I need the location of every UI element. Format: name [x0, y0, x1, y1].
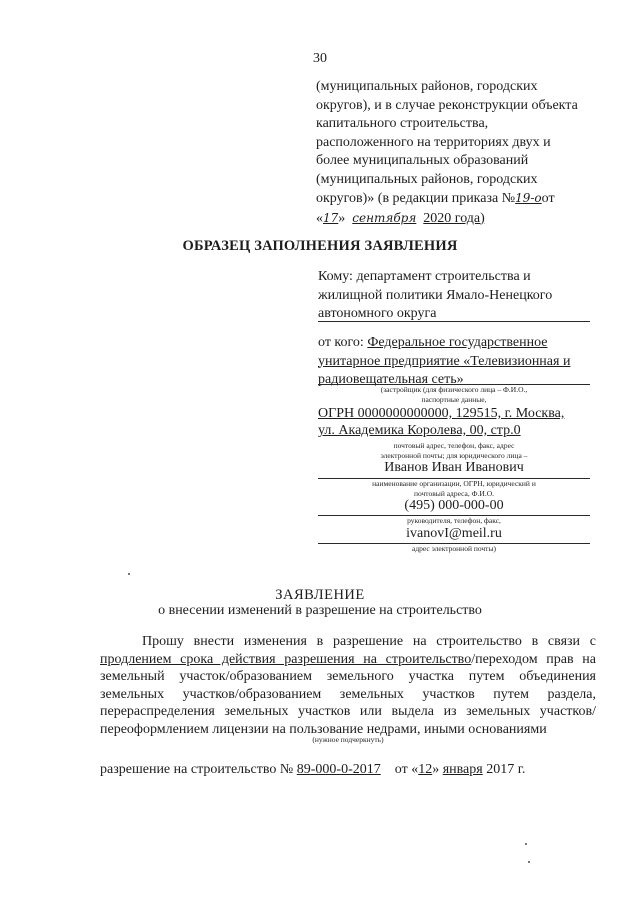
date-year: 2020 года) — [423, 210, 485, 226]
caption-head-phone: руководителя, телефон, факс, — [407, 516, 501, 525]
caption-passport: паспортные данные, — [421, 395, 487, 404]
underline-note: (нужное подчеркнуть) — [312, 735, 384, 744]
ogrn-line: ОГРН 0000000000000, 129515, г. Москва, — [318, 406, 565, 421]
date-close-quote: » — [338, 210, 346, 226]
recipient-line-1: Кому: департамент строительства и — [318, 269, 531, 284]
sender-prefix: от кого: — [318, 335, 368, 350]
sender-line-1 — [318, 334, 618, 353]
order-number-handwritten: 19-о — [515, 191, 542, 205]
form-title: ОБРАЗЕЦ ЗАПОЛНЕНИЯ ЗАЯВЛЕНИЯ — [182, 238, 458, 254]
body-paragraph — [100, 633, 596, 738]
caption-contacts: почтовый адрес, телефон, факс, адрес — [393, 441, 515, 450]
header-line-7 — [316, 189, 616, 209]
header-line-2: округов), и в случае реконструкции объекта — [316, 97, 578, 113]
header-line-6: (муниципальных районов, городских — [316, 171, 538, 187]
body-selected-reason: продлением срока действия разрешения на строительство — [100, 651, 472, 667]
permit-month: января — [442, 762, 483, 777]
email-address: ivanovI@meil.ru — [406, 526, 502, 541]
permit-year: 2017 г. — [486, 762, 526, 777]
permit-from: от — [394, 762, 408, 777]
page-number: 30 — [313, 51, 327, 66]
sender-org-line-1: Федеральное государственное — [367, 335, 548, 350]
caption-legal-entity: электронной почты; для юридического лица – — [380, 451, 528, 460]
scan-speck — [525, 843, 527, 845]
sender-block — [318, 334, 618, 390]
caption-org-name: наименование организации, ОГРН, юридический и — [372, 479, 536, 488]
header-line-1: (муниципальных районов, городских — [316, 79, 538, 94]
header-line-7-text: округов)» (в редакции приказа № — [316, 191, 516, 206]
header-line-3: капитального строительства, — [316, 116, 489, 131]
permit-number: 89-000-0-2017 — [296, 762, 381, 777]
header-line-5: более муниципальных образований — [316, 153, 529, 168]
scan-speck — [128, 573, 130, 575]
caption-addresses: почтовый адреса, Ф.И.О. — [413, 489, 495, 498]
sender-org-line-2: унитарное предприятие «Телевизионная и — [318, 353, 571, 369]
body-other-reasons: /переходом прав на земельный участок/образованием земельного участка путем объединения земельных участков/образованием земельных участков путем раздела, перераспределения земельных участков или выдела из земельных участков/ переоформлением лицензии на пользование недрами, иными основаниями — [100, 651, 596, 737]
permit-label: разрешение на строительство № — [100, 762, 294, 777]
statement-subtitle: о внесении изменений в разрешение на строительство — [158, 603, 482, 618]
sender-org-line-3: радиовещательная сеть» — [318, 372, 464, 387]
caption-email: адрес электронной почты) — [411, 544, 496, 553]
director-name: Иванов Иван Иванович — [384, 460, 524, 475]
date-month-handwritten: сентября — [352, 210, 417, 225]
recipient-line-3: автономного округа — [318, 306, 437, 321]
date-open-quote: « — [316, 210, 323, 226]
address-line: ул. Академика Королева, 00, стр.0 — [318, 423, 521, 438]
statement-body — [100, 633, 596, 738]
scan-speck — [528, 861, 530, 863]
permit-day: 12 — [418, 762, 433, 777]
recipient-underline — [318, 321, 590, 322]
header-line-7-from: от — [541, 191, 555, 206]
header-line-4: расположенного на территориях двух и — [316, 134, 551, 150]
header-line-8 — [316, 209, 616, 229]
statement-title: ЗАЯВЛЕНИЕ — [275, 587, 365, 603]
caption-developer: (застройщик (для физического лица – Ф.И.О., — [380, 385, 528, 394]
header-block — [316, 78, 616, 228]
body-intro: Прошу внести изменения в разрешение на строительство в связи с — [142, 634, 596, 649]
date-day-handwritten: 17 — [323, 210, 339, 225]
recipient-line-2: жилищной политики Ямало-Ненецкого — [318, 287, 553, 303]
recipient-block — [318, 268, 618, 324]
phone-number: (495) 000-000-00 — [404, 498, 504, 513]
permit-line: разрешение на строительство № 89-000-0-2017 от «12» января 2017 г. — [100, 762, 526, 777]
